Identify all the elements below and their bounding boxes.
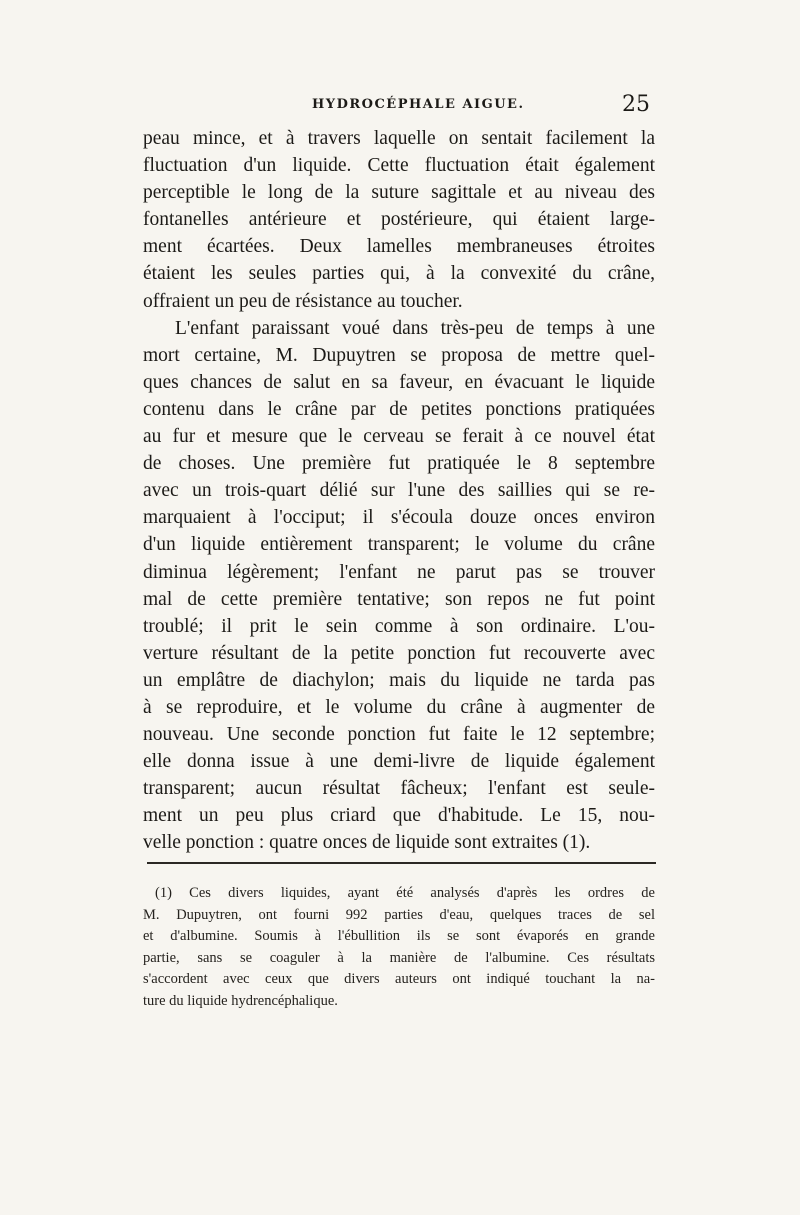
body-line: verture résultant de la petite ponction fut recouverte avec xyxy=(143,642,655,664)
body-line: ques chances de salut en sa faveur, en évacuant le liquide xyxy=(143,371,655,393)
body-line: fontanelles antérieure et postérieure, qui étaient large- xyxy=(143,209,655,231)
footnote-line: et d'albumine. Soumis à l'ébullition ils se sont évaporés en grande xyxy=(143,928,655,944)
footnote-line: s'accordent avec ceux que divers auteurs ont indiqué touchant la na- xyxy=(143,971,655,987)
footnote-line: partie, sans se coaguler à la manière de l'albumine. Ces résultats xyxy=(143,949,655,966)
page-number: 25 xyxy=(622,92,650,117)
running-head: HYDROCÉPHALE AIGUE. xyxy=(312,97,525,112)
footnote xyxy=(143,883,655,1012)
body-line: nouveau. Une seconde ponction fut faite le 12 septembre; xyxy=(143,724,655,746)
body-line: diminua légèrement; l'enfant ne parut pas se trouver xyxy=(143,561,655,583)
body-line: marquaient à l'occiput; il s'écoula douze onces environ xyxy=(143,507,655,529)
body-line: mort certaine, M. Dupuytren se proposa de mettre quel- xyxy=(143,344,655,366)
body-line: d'un liquide entièrement transparent; le volume du crâne xyxy=(143,534,655,556)
body-text xyxy=(143,125,655,857)
body-line: étaient les seules parties qui, à la convexité du crâne, xyxy=(143,263,655,285)
body-line: de choses. Une première fut pratiquée le 8 septembre xyxy=(143,453,655,475)
body-line: perceptible le long de la suture sagittale et au niveau des xyxy=(143,182,655,204)
footnote-line: M. Dupuytren, ont fourni 992 parties d'eau, quelques traces de sel xyxy=(143,906,655,923)
body-line: peau mince, et à travers laquelle on sentait facilement la xyxy=(143,128,655,149)
footnote-line: ture du liquide hydrencéphalique. xyxy=(143,992,338,1009)
body-line: contenu dans le crâne par de petites ponctions pratiquées xyxy=(143,398,655,420)
body-line: au fur et mesure que le cerveau se ferait à ce nouvel état xyxy=(143,426,655,448)
body-line: à se reproduire, et le volume du crâne à augmenter de xyxy=(143,696,655,718)
body-line: un emplâtre de diachylon; mais du liquide ne tarda pas xyxy=(143,669,655,691)
footnote-rule xyxy=(147,862,656,864)
body-line: ment un peu plus criard que d'habitude. Le 15, nou- xyxy=(143,805,655,827)
body-line: mal de cette première tentative; son repos ne fut point xyxy=(143,588,655,610)
footnote-line: (1) Ces divers liquides, ayant été analysés d'après les ordres de xyxy=(155,885,655,901)
body-line: ment écartées. Deux lamelles membraneuses étroites xyxy=(143,236,655,258)
body-line: troublé; il prit le sein comme à son ordinaire. L'ou- xyxy=(143,615,655,637)
body-line: L'enfant paraissant voué dans très-peu de temps à une xyxy=(175,317,655,339)
body-line: velle ponction : quatre onces de liquide sont extraites (1). xyxy=(143,832,591,854)
body-line: offraient un peu de résistance au toucher. xyxy=(143,290,463,312)
body-line: avec un trois-quart délié sur l'une des saillies qui se re- xyxy=(143,480,655,502)
body-line: transparent; aucun résultat fâcheux; l'enfant est seule- xyxy=(143,778,655,800)
body-line: fluctuation d'un liquide. Cette fluctuation était également xyxy=(143,155,655,177)
body-line: elle donna issue à une demi-livre de liquide également xyxy=(143,751,655,773)
